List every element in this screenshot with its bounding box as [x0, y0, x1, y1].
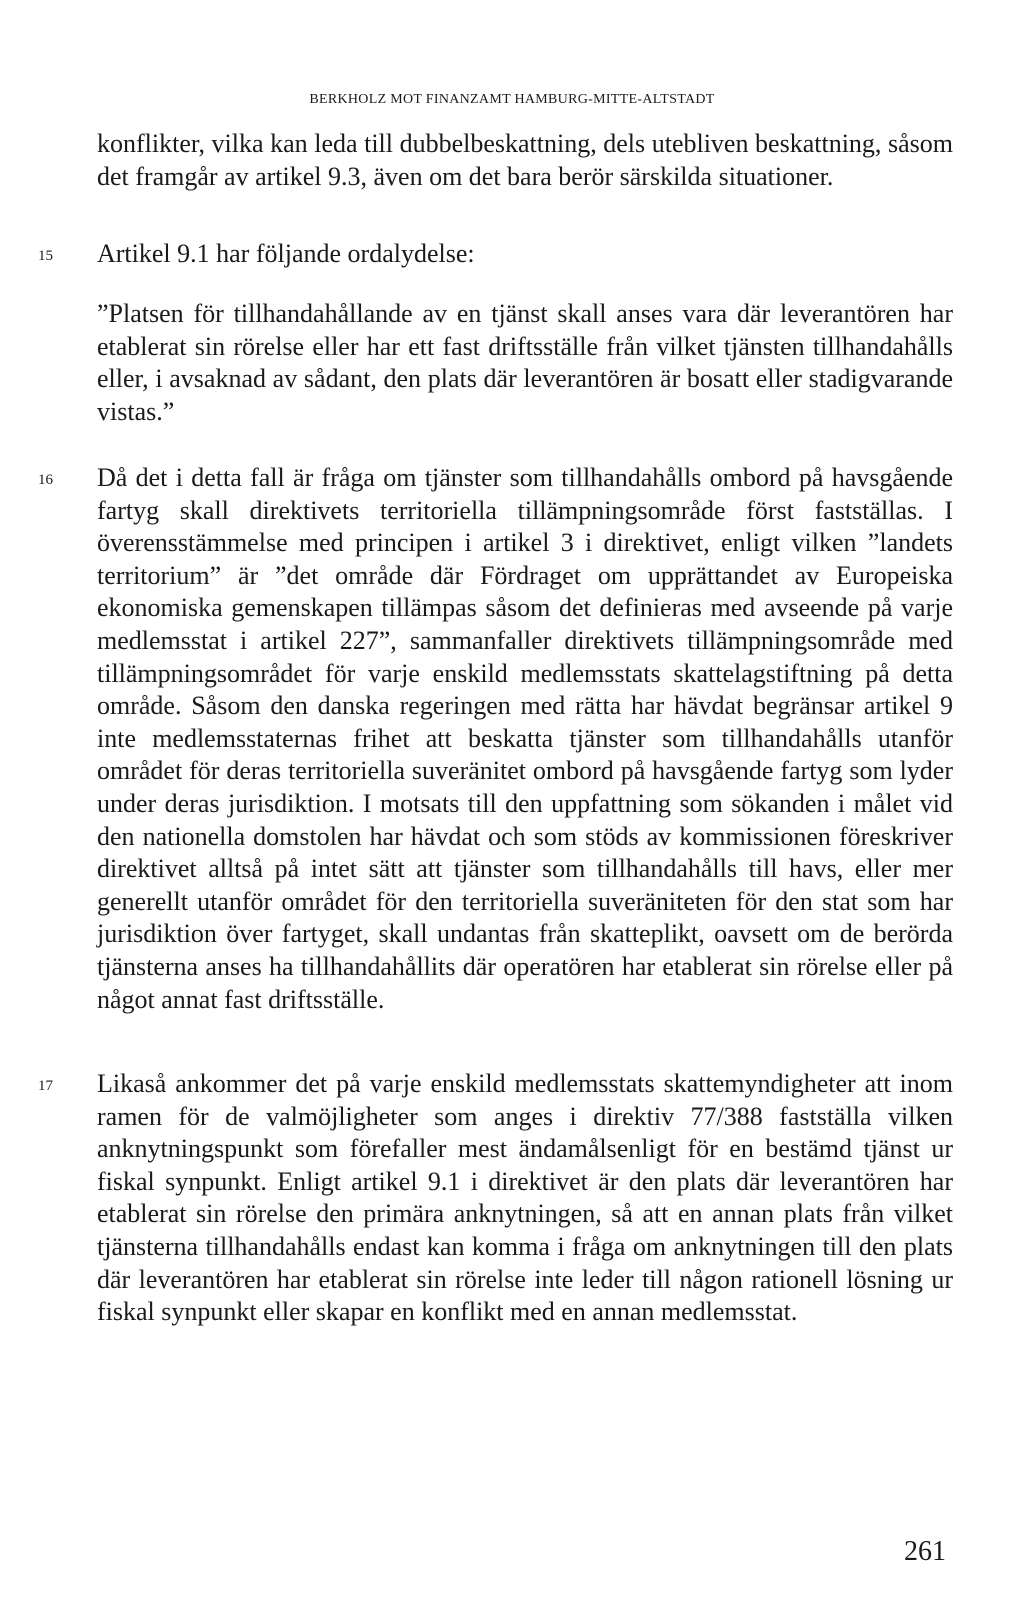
paragraph-continuation: konflikter, vilka kan leda till dubbelbeskattning, dels utebliven beskattning, såsom det framgår av artikel 9.3, även om det bara berör särskilda situationer.	[97, 129, 953, 191]
paragraph-number-17: 17	[38, 1078, 53, 1094]
paragraph-17: Likaså ankommer det på varje enskild medlemsstats skattemyndigheter att inom ramen för de valmöjligheter som anges i direktiv 77/388 fastställa vilken anknytningspunkt som förefaller mest ändamålsenligt för en bestämd tjänst ur fiskal synpunkt. Enligt artikel 9.1 i direktivet är den plats där leverantören har etablerat sin rörelse den primära anknytningen, så att en annan plats från vilket tjänsterna tillhandahålls endast kan komma i fråga om anknytningen till den plats där leverantören har etablerat sin rörelse inte leder till någon rationell lösning ur fiskal synpunkt eller skapar en konflikt med en annan medlemsstat.	[97, 1069, 953, 1327]
paragraph-15-intro: Artikel 9.1 har följande ordalydelse:	[97, 239, 475, 268]
paragraph-16: Då det i detta fall är fråga om tjänster som tillhandahålls ombord på havsgående fartyg skall direktivets territoriella tillämpningsområde först fastställas. I överensstämmelse med principen i artikel 3 i direktivet, enligt vilken ”landets territorium” är ”det område där Fördraget om upprättandet av Europeiska ekonomiska gemenskapen tillämpas såsom det definieras med avseende på varje medlemsstat i artikel 227”, sammanfaller direktivets tillämpningsområde med tillämpningsområdet för varje enskild medlemsstats skattelagstiftning på detta område. Såsom den danska regeringen med rätta har hävdat begränsar artikel 9 inte medlemsstaternas frihet att beskatta tjänster som tillhandahålls utanför området för deras territoriella suveränitet ombord på havsgående fartyg som lyder under deras jurisdiktion. I motsats till den uppfattning som sökanden i målet vid den nationella domstolen har hävdat och som stöds av kommissionen föreskriver direktivet alltså på intet sätt att tjänster som tillhandahålls till havs, eller mer generellt utanför området för den territoriella suveräniteten för den stat som har jurisdiktion över fartyget, skall undantas från skatteplikt, oavsett om de berörda tjänsterna anses ha tillhandahållits där operatören har etablerat sin rörelse eller på något annat fast driftsställe.	[97, 463, 953, 1014]
quoted-article-text: ”Platsen för tillhandahållande av en tjänst skall anses vara där leverantören har etablerat sin rörelse eller har ett fast driftsställe från vilket tjänsten tillhandahålls eller, i avsaknad av sådant, den plats där leverantören är bosatt eller stadigvarande vistas.”	[97, 299, 953, 426]
running-header: BERKHOLZ MOT FINANZAMT HAMBURG-MITTE-ALTSTADT	[309, 92, 715, 107]
page-number: 261	[904, 1536, 946, 1567]
paragraph-number-15: 15	[38, 248, 53, 264]
paragraph-number-16: 16	[38, 472, 53, 488]
